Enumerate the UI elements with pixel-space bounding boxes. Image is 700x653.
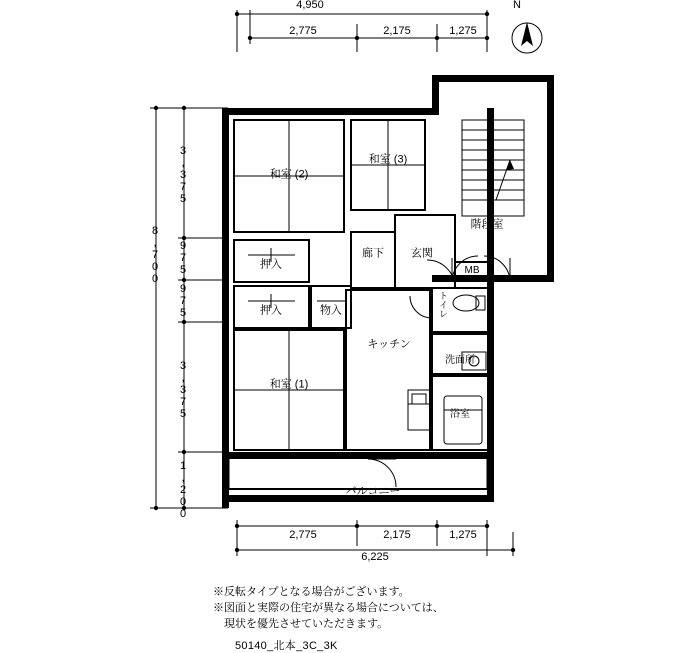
room-label-washitsu-2: 和室 (2): [269, 168, 309, 181]
room-label-kaidanshitsu: 階段室: [470, 218, 504, 231]
dimension-left-seg-3: 975: [177, 283, 189, 319]
closet-door-marks: [248, 248, 345, 308]
room-label-monoire: 物入: [320, 304, 342, 317]
note-line-1: ※反転タイプとなる場合がございます。: [213, 586, 410, 598]
room-label-balcony: バルコニー: [345, 485, 401, 498]
room-label-senmenjo: 洗面所: [445, 355, 475, 366]
room-label-washitsu-1: 和室 (1): [269, 378, 309, 391]
dimension-top-seg-2: 2,175: [383, 25, 411, 37]
room-label-washitsu-3: 和室 (3): [368, 153, 408, 166]
notes-block: [213, 584, 444, 632]
dimension-bottom-seg-3: 1,275: [449, 529, 477, 541]
room-label-rouka: 廊下: [362, 247, 384, 260]
dimension-left-seg-4: 3,375: [177, 360, 189, 420]
dimension-bottom-seg-1: 2,775: [289, 529, 317, 541]
dimension-left-seg-2: 975: [177, 240, 189, 276]
room-label-oshiire-upper: 押入: [260, 258, 282, 271]
compass-north-label: N: [513, 0, 521, 11]
note-line-3: 現状を優先させていただきます。: [213, 618, 389, 630]
dimension-bottom-total: 6,225: [361, 551, 389, 563]
dimension-top-seg-3: 1,275: [449, 25, 477, 37]
dimension-left-seg-5: 1,200: [177, 460, 189, 520]
room-label-yokushitsu: 浴室: [450, 409, 470, 420]
room-label-mb: MB: [464, 265, 480, 276]
stair-arrow: [506, 160, 514, 170]
compass: [505, 8, 549, 58]
room-label-toilet: トイレ: [438, 291, 448, 318]
note-line-2: ※図面と実際の住宅が異なる場合については、: [213, 602, 444, 614]
dimension-top-seg-1: 2,775: [289, 25, 317, 37]
plan-code: 50140_北本_3C_3K: [235, 640, 338, 652]
room-label-kitchen: キッチン: [367, 338, 411, 351]
dimension-bottom-seg-2: 2,175: [383, 529, 411, 541]
dimension-top-total: 4,950: [296, 0, 324, 11]
dimension-left-seg-1: 3,375: [177, 145, 189, 205]
balcony-hatch: [229, 459, 487, 488]
left-dimension-lines: [150, 108, 228, 508]
room-label-oshiire-lower: 押入: [260, 304, 282, 317]
dimension-left-total: 8,700: [149, 225, 161, 285]
room-label-genkan: 玄関: [411, 247, 433, 260]
